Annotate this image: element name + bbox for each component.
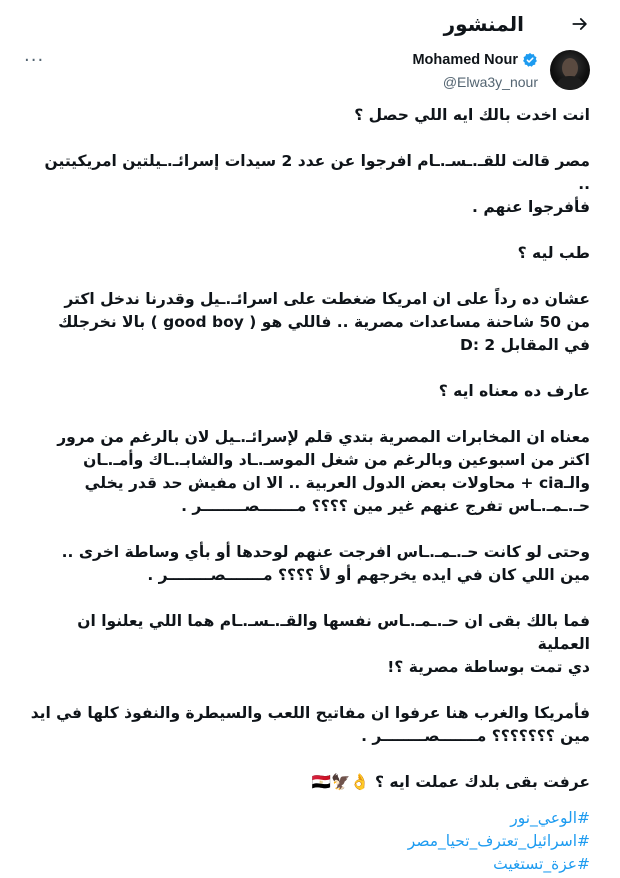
page-title: المنشور: [443, 12, 524, 36]
tweet-text: [30, 104, 590, 876]
tweet-paragraph: مصر قالت للقـ.ـسـ.ـام افرجوا عن عدد 2 سيدات إسرائـ.ـيلتين امريكيتين .. فأفرجوا عنهم .: [44, 152, 590, 216]
tweet-paragraph: وحتى لو كانت حـ.ـمـ.ـاس افرجت عنهم لوحدها أو بأي وساطة اخرى .. مين اللي كان في ايده يخرجهم أو لأ ؟؟؟؟ مـــــــصــــــــر .: [61, 543, 590, 584]
back-button[interactable]: [566, 10, 594, 38]
author-avatar[interactable]: [550, 50, 590, 90]
tweet-paragraph: فما بالك بقى ان حـ.ـمـ.ـاس نفسها والقـ.ـسـ.ـام هما اللي يعلنوا ان العملية دي تمت بوساطة مصرية ؟!: [77, 612, 590, 676]
avatar-body: [555, 76, 585, 90]
avatar-face: [562, 58, 578, 78]
tweet-paragraph: عشان ده رداً على ان امريكا ضغطت على اسرائـ.ـيل وقدرنا ندخل اكتر من 50 شاحنة مساعدات مصرية .. فاللي هو ( good boy ) بالا نخرجلك في المقابل D: 2: [58, 290, 590, 354]
tweet-paragraph: انت اخدت بالك ايه اللي حصل ؟: [354, 106, 590, 124]
more-options-button[interactable]: ···: [24, 50, 45, 71]
tweet-paragraph: طب ليه ؟: [517, 244, 590, 262]
arrow-right-icon: [570, 14, 590, 34]
hashtag-link[interactable]: #الوعي_نور: [510, 809, 590, 827]
author-handle[interactable]: @Elwa3y_nour: [442, 74, 538, 90]
hashtag-list: [30, 807, 590, 876]
tweet-paragraph: معناه ان المخابرات المصرية بتدي قلم لإسرائـ.ـيل لان بالرغم من مرور اكتر من اسبوعين وبالرغم من شغل الموسـ.ـاد والشابـ.ـاك وأمـ.ـان والـcia + محاولات بعض الدول العربية .. الا ان مفيش حد قدر يخلي حـ.ـمـ.ـاس تفرج عنهم غير مين ؟؟؟؟ مـــــــصــــــــر .: [57, 428, 590, 515]
author-name[interactable]: Mohamed Nour: [412, 52, 518, 68]
hashtag-link[interactable]: #اسرائيل_تعترف_تحيا_مصر: [407, 832, 590, 850]
tweet-paragraph: عارف ده معناه ايه ؟: [438, 382, 590, 400]
tweet-paragraph: عرفت بقى بلدك عملت ايه ؟ 👌🦅🇪🇬: [311, 773, 590, 791]
tweet-paragraph: فأمريكا والغرب هنا عرفوا ان مفاتيح اللعب والسيطرة والنفوذ كلها في ايد مين ؟؟؟؟؟؟؟ مـــــــصــــــــر .: [30, 704, 590, 745]
post-header: [0, 0, 620, 48]
hashtag-link[interactable]: #عزة_تستغيث: [493, 855, 590, 873]
author-name-row[interactable]: [412, 52, 538, 68]
verified-badge-icon: [522, 52, 538, 68]
